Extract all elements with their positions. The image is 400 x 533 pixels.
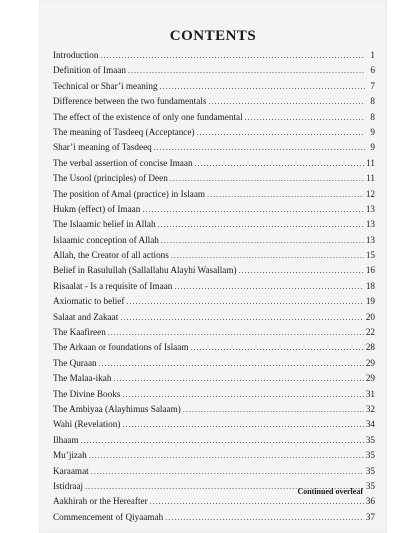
toc-entry-page-number: 35 — [365, 450, 375, 461]
toc-entry — [53, 94, 375, 109]
toc-entry — [53, 248, 375, 263]
dot-leader — [171, 248, 364, 263]
toc-entry-page-number: 7 — [370, 80, 375, 91]
toc-entry-title: Commencement of Qiyaamah — [53, 511, 164, 522]
toc-entry-page-number: 36 — [365, 496, 375, 507]
toc-entry-page-number: 6 — [370, 65, 375, 76]
contents-list — [53, 48, 375, 525]
toc-entry-page-number: 35 — [365, 465, 375, 476]
toc-entry-page-number: 16 — [365, 265, 375, 276]
dot-leader — [150, 494, 364, 509]
toc-entry — [53, 125, 375, 140]
dot-leader — [154, 140, 365, 155]
page-title: CONTENTS — [169, 28, 257, 44]
toc-entry — [53, 310, 375, 325]
dot-leader — [142, 202, 363, 217]
toc-entry-title: Introduction — [53, 50, 99, 60]
toc-entry — [53, 510, 375, 525]
dot-leader — [170, 171, 364, 186]
toc-entry-title: The meaning of Tasdeeq (Acceptance) — [53, 126, 195, 137]
toc-entry-title: The Kaafireen — [53, 327, 106, 338]
toc-entry-title: Ilhaam — [53, 434, 79, 445]
toc-entry-page-number: 19 — [365, 296, 375, 307]
book-page — [39, 0, 387, 533]
toc-entry-page-number: 18 — [365, 280, 375, 291]
toc-entry-title: Allah, the Creator of all actions — [53, 250, 169, 261]
toc-entry — [53, 433, 375, 448]
toc-entry-title: Wahi (Revelation) — [53, 419, 121, 430]
toc-entry-title: Belief in Rasulullah (Sallallahu Alayhi Wasallam) — [53, 265, 237, 276]
toc-entry — [53, 110, 375, 125]
toc-entry — [53, 187, 375, 202]
dot-leader — [108, 325, 364, 340]
toc-entry-title: Axiomatic to belief — [53, 296, 125, 307]
toc-entry-title: Difference between the two fundamentals — [53, 96, 207, 107]
toc-entry-title: Salaat and Zakaat — [53, 311, 119, 322]
toc-entry — [53, 417, 375, 432]
toc-entry-title: Islaamic conception of Allah — [53, 234, 159, 245]
toc-entry-page-number: 13 — [365, 234, 375, 245]
toc-entry — [53, 464, 375, 479]
dot-leader — [245, 110, 365, 125]
toc-entry — [53, 356, 375, 371]
toc-entry — [53, 402, 375, 417]
toc-entry-page-number: 13 — [365, 203, 375, 214]
toc-entry — [53, 294, 375, 309]
dot-leader — [122, 387, 363, 402]
toc-entry-title: Mu’jizah — [53, 450, 87, 461]
toc-entry — [53, 325, 375, 340]
toc-entry-title: Aakhirah or the Hereafter — [53, 496, 148, 507]
dot-leader — [174, 279, 363, 294]
toc-entry-title: The Divine Books — [53, 388, 121, 399]
dot-leader — [81, 433, 364, 448]
toc-entry-title: Definition of Imaan — [53, 65, 126, 76]
toc-entry-page-number: 13 — [365, 219, 375, 230]
dot-leader — [183, 402, 364, 417]
toc-entry-title: Hukm (effect) of Imaan — [53, 203, 141, 214]
toc-entry-title: The Arkaan or foundations of Islaam — [53, 342, 189, 353]
toc-entry-page-number: 37 — [365, 511, 375, 522]
toc-entry — [53, 202, 375, 217]
toc-entry-title: The Malaa-ikah — [53, 373, 112, 384]
toc-entry — [53, 48, 375, 63]
dot-leader — [239, 263, 364, 278]
toc-entry-title: The verbal assertion of concise Imaan — [53, 157, 193, 168]
toc-entry-page-number: 9 — [370, 126, 375, 137]
toc-entry — [53, 340, 375, 355]
dot-leader — [122, 417, 363, 432]
toc-entry-title: The effect of the existence of only one fundamental — [53, 111, 243, 122]
dot-leader — [208, 94, 365, 109]
toc-entry-page-number: 11 — [366, 157, 375, 168]
toc-entry-page-number: 29 — [365, 373, 375, 384]
dot-leader — [120, 310, 364, 325]
toc-entry-page-number: 29 — [365, 357, 375, 368]
dot-leader — [89, 448, 364, 463]
toc-entry-page-number: 12 — [365, 188, 375, 199]
toc-entry-page-number: 32 — [365, 403, 375, 414]
toc-entry-title: Shar’i meaning of Tasdeeq — [53, 142, 152, 153]
toc-entry — [53, 263, 375, 278]
toc-entry-page-number: 15 — [365, 250, 375, 261]
dot-leader — [91, 464, 364, 479]
dot-leader — [190, 340, 363, 355]
toc-entry-page-number: 1 — [370, 50, 375, 60]
toc-entry-page-number: 8 — [370, 111, 375, 122]
toc-entry-page-number: 8 — [370, 96, 375, 107]
toc-entry-page-number: 22 — [365, 327, 375, 338]
toc-entry-title: Istidraaj — [53, 480, 84, 491]
toc-entry — [53, 79, 375, 94]
toc-entry-title: Technical or Shar’i meaning — [53, 80, 158, 91]
toc-entry — [53, 233, 375, 248]
toc-entry — [53, 171, 375, 186]
dot-leader — [126, 294, 363, 309]
dot-leader — [207, 187, 364, 202]
toc-entry — [53, 448, 375, 463]
toc-entry — [53, 156, 375, 171]
dot-leader — [161, 233, 364, 248]
dot-leader — [158, 217, 364, 232]
dot-leader — [100, 48, 365, 63]
toc-entry — [53, 140, 375, 155]
dot-leader — [99, 356, 364, 371]
toc-entry-title: The Islaamic belief in Allah — [53, 219, 156, 230]
continued-note: Continued overleaf — [297, 487, 363, 496]
dot-leader — [160, 79, 365, 94]
toc-entry-title: The Ambiyaa (Alayhimus Salaam) — [53, 403, 181, 414]
toc-entry — [53, 387, 375, 402]
toc-entry — [53, 63, 375, 78]
toc-entry-title: The Usool (principles) of Deen — [53, 173, 168, 184]
dot-leader — [165, 510, 364, 525]
dot-leader — [197, 125, 365, 140]
toc-entry-title: The Quraan — [53, 357, 97, 368]
toc-entry-page-number: 9 — [370, 142, 375, 153]
toc-entry-page-number: 31 — [365, 388, 375, 399]
toc-entry-page-number: 35 — [365, 480, 375, 491]
toc-entry — [53, 494, 375, 509]
toc-entry-page-number: 35 — [365, 434, 375, 445]
toc-entry-title: Risaalat - Is a requisite of Imaan — [53, 280, 173, 291]
dot-leader — [195, 156, 365, 171]
toc-entry — [53, 217, 375, 232]
toc-entry-page-number: 34 — [365, 419, 375, 430]
toc-entry — [53, 371, 375, 386]
toc-entry-page-number: 28 — [365, 342, 375, 353]
dot-leader — [128, 63, 365, 78]
dot-leader — [113, 371, 363, 386]
toc-entry-page-number: 11 — [366, 173, 375, 184]
toc-entry-title: The position of Amal (practice) in Islaam — [53, 188, 206, 199]
toc-entry — [53, 279, 375, 294]
toc-entry-page-number: 20 — [365, 311, 375, 322]
toc-entry-title: Karaamat — [53, 465, 89, 476]
